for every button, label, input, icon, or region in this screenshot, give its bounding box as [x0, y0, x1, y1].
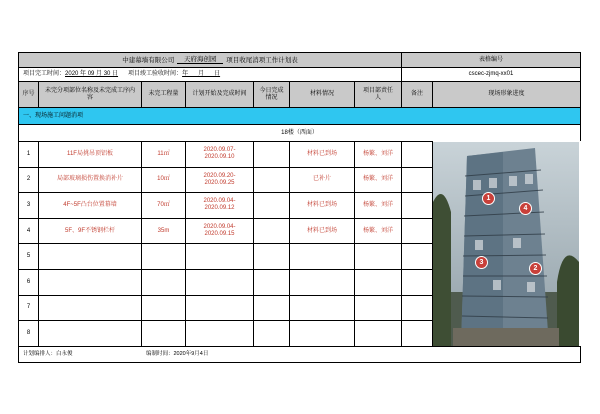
cell-time: 2020.09.04-2020.09.12	[186, 193, 254, 218]
cell-item	[39, 296, 142, 321]
photo-marker-3: 3	[475, 256, 488, 269]
cell-today	[254, 193, 290, 218]
cell-item: 局部玻璃损伤置换消补片	[39, 168, 142, 193]
cell-owner	[355, 270, 402, 295]
cell-note	[402, 193, 433, 218]
cell-material	[290, 270, 355, 295]
cell-owner: 杨繁、刘洋	[355, 219, 402, 244]
project-name: 天府海创园	[177, 56, 223, 64]
cell-material: 已补片	[290, 168, 355, 193]
planner-label: 计划编排人：白永俊	[23, 351, 73, 357]
cell-time: 2020.09.04-2020.09.15	[186, 219, 254, 244]
col-today: 今日完成情况	[254, 82, 290, 107]
cell-note	[402, 142, 433, 167]
table-row	[18, 295, 433, 321]
col-time: 计划开始及完成时间	[186, 82, 254, 107]
col-material: 材料情况	[290, 82, 355, 107]
cell-no: 5	[19, 244, 39, 269]
col-note: 备注	[402, 82, 433, 107]
table-row	[18, 218, 433, 244]
cell-material	[290, 244, 355, 269]
cell-today	[254, 168, 290, 193]
cell-note	[402, 244, 433, 269]
cell-no: 8	[19, 321, 39, 346]
cell-no: 4	[19, 219, 39, 244]
col-item: 未完分项部位名称及未完成工序内容	[39, 82, 142, 107]
section-row	[18, 107, 581, 124]
building-row	[18, 124, 581, 141]
cell-item: 4F~5F凸台位置幕墙	[39, 193, 142, 218]
cell-qty	[142, 321, 186, 346]
col-photo: 现场形象进度	[488, 91, 525, 97]
column-header-row	[18, 81, 581, 107]
cell-item	[39, 244, 142, 269]
table-row	[18, 192, 433, 218]
cell-material	[290, 321, 355, 346]
photo-marker-4: 4	[519, 202, 532, 215]
cell-qty	[142, 270, 186, 295]
cell-no: 6	[19, 270, 39, 295]
cell-note	[402, 270, 433, 295]
company-name: 中建幕墙有限公司	[122, 56, 175, 64]
table-row	[18, 320, 433, 346]
cell-no: 1	[19, 142, 39, 167]
photo-marker-1: 1	[482, 192, 495, 205]
acceptance-date: 年 月 日	[182, 71, 221, 77]
planned-completion-date: 2020 年 09 月 30 日	[65, 71, 119, 77]
work-plan-sheet	[18, 52, 581, 363]
cell-material: 材料已到场	[290, 219, 355, 244]
table-row	[18, 167, 433, 193]
cell-qty: 70㎡	[142, 193, 186, 218]
building-label: 18楼（西面）	[281, 129, 318, 136]
cell-qty	[142, 244, 186, 269]
cell-time	[186, 244, 254, 269]
cell-today	[254, 142, 290, 167]
cell-item: 5F、9F不锈钢栏杆	[39, 219, 142, 244]
cell-note	[402, 219, 433, 244]
dates-cell	[19, 68, 402, 81]
form-label: 表格编号	[478, 56, 503, 63]
cell-today	[254, 321, 290, 346]
cell-note	[402, 321, 433, 346]
photo-marker-2: 2	[529, 262, 542, 275]
cell-material: 材料已到场	[290, 193, 355, 218]
col-owner: 项目部责任人	[355, 82, 402, 107]
cell-owner	[355, 296, 402, 321]
dates-row	[18, 67, 581, 81]
cell-time	[186, 270, 254, 295]
cell-today	[254, 296, 290, 321]
cell-item	[39, 270, 142, 295]
cell-item: 11F局挑吊顶铝板	[39, 142, 142, 167]
site-progress-photo	[433, 142, 579, 346]
cell-owner: 杨繁、刘洋	[355, 168, 402, 193]
cell-qty	[142, 296, 186, 321]
cell-no: 2	[19, 168, 39, 193]
cell-time: 2020.09.20-2020.09.25	[186, 168, 254, 193]
planned-completion-label: 项目完工时间：	[23, 71, 66, 77]
cell-time	[186, 321, 254, 346]
cell-today	[254, 270, 290, 295]
cell-no: 3	[19, 193, 39, 218]
title-suffix: 项目收尾消项工作计划表	[226, 56, 298, 64]
cell-qty: 10㎡	[142, 168, 186, 193]
compile-date: 编制时间：2020年9月4日	[146, 351, 209, 357]
cell-time	[186, 296, 254, 321]
form-number: cscec-zjmq-xx01	[468, 71, 514, 77]
building-photo-illustration	[433, 142, 579, 346]
cell-no: 7	[19, 296, 39, 321]
cell-today	[254, 219, 290, 244]
col-no: 序号	[19, 82, 39, 107]
cell-material	[290, 296, 355, 321]
table-row	[18, 243, 433, 269]
cell-owner	[355, 321, 402, 346]
section-title: 一、现场施工问题消项	[23, 112, 84, 119]
table-row	[18, 141, 433, 167]
cell-qty: 11㎡	[142, 142, 186, 167]
cell-material: 材料已到场	[290, 142, 355, 167]
footer-row	[18, 346, 581, 363]
title-row	[18, 52, 581, 67]
col-qty: 未完工程量	[142, 82, 186, 107]
table-row	[18, 269, 433, 295]
cell-owner: 杨繁、刘洋	[355, 193, 402, 218]
acceptance-label: 项目竣工验收时间：	[128, 71, 183, 77]
cell-qty: 35m	[142, 219, 186, 244]
cell-owner: 杨繁、刘洋	[355, 142, 402, 167]
cell-note	[402, 168, 433, 193]
title-cell	[19, 53, 402, 67]
cell-today	[254, 244, 290, 269]
cell-item	[39, 321, 142, 346]
cell-owner	[355, 244, 402, 269]
cell-time: 2020.09.07-2020.09.10	[186, 142, 254, 167]
cell-note	[402, 296, 433, 321]
